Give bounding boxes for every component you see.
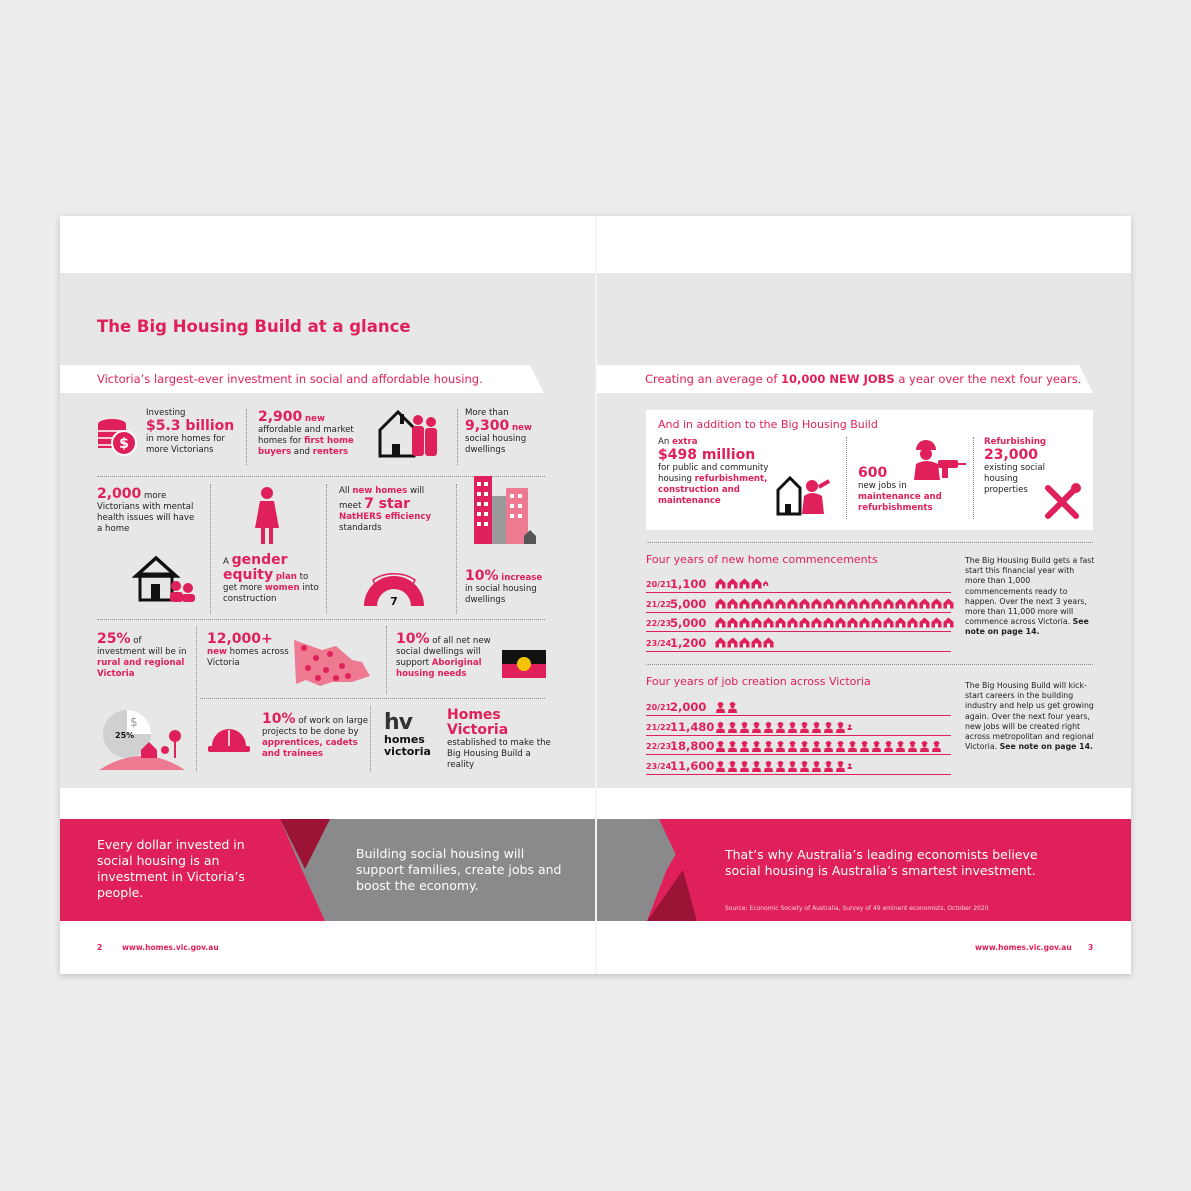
row-year: 23/24	[646, 638, 672, 648]
svg-text:★: ★	[389, 578, 396, 586]
worker-icon	[787, 721, 798, 733]
house-icon	[715, 617, 726, 628]
house-icon	[907, 598, 918, 609]
worker-icon	[823, 760, 834, 772]
house-pictogram-row	[715, 578, 769, 589]
worker-icon	[811, 721, 822, 733]
house-icon	[919, 617, 930, 628]
row-year: 21/22	[646, 722, 672, 732]
worker-icon	[799, 721, 810, 733]
house-icon	[787, 598, 798, 609]
house-icon	[787, 617, 798, 628]
house-icon	[907, 617, 918, 628]
quote-support-families: Building social housing will support families, create jobs and boost the economy.	[356, 846, 562, 893]
jobs-title: Four years of job creation across Victoria	[646, 675, 871, 688]
tools-icon	[1042, 482, 1082, 522]
worker-icon	[811, 760, 822, 772]
source-text: Source: Economic Society of Australia, Survey of 49 eminent economists, October 2020	[725, 905, 989, 912]
row-underline	[646, 774, 951, 775]
house-icon	[775, 598, 786, 609]
worker-icon	[775, 721, 786, 733]
jobs-note: The Big Housing Build will kick-start careers in the building industry and help us get growing again. Over the next four years, new jobs will be created right across metropolitan and regional Victoria. See note on page 14.	[965, 681, 1094, 752]
house-icon	[775, 617, 786, 628]
stat-12000-homes: 12,000+ new homes across Victoria	[207, 631, 289, 668]
worker-icon	[739, 740, 750, 752]
footer-url-right[interactable]: www.homes.vic.gov.au	[975, 943, 1072, 952]
house-icon	[871, 617, 882, 628]
woman-icon	[253, 486, 281, 546]
row-year: 20/21	[646, 580, 672, 589]
left-banner	[60, 365, 544, 393]
worker-icon	[787, 760, 798, 772]
house-icon	[715, 637, 726, 648]
row-value: 5,000	[670, 616, 707, 630]
stat-mental-health: 2,000 more Victorians with mental health issues will have a home	[97, 486, 195, 534]
divider	[97, 619, 545, 620]
buildings-icon	[472, 474, 540, 546]
house-icon	[751, 578, 762, 589]
worker-icon	[835, 721, 846, 733]
quote-smartest-investment: That’s why Australia’s leading economists believe social housing is Australia’s smartest investment.	[725, 847, 1038, 878]
worker-icon	[835, 740, 846, 752]
worker-icon	[799, 760, 810, 772]
house-icon	[883, 598, 894, 609]
house-icon	[727, 617, 738, 628]
stat-gender-equity: A gender equity plan to get more women into construction	[223, 552, 319, 604]
house-icon	[895, 617, 906, 628]
row-value: 11,600	[670, 758, 715, 773]
addition-title: And in addition to the Big Housing Build	[658, 418, 878, 431]
worker-pictogram-row	[715, 721, 853, 733]
worker-icon	[763, 760, 774, 772]
page-title: The Big Housing Build at a glance	[97, 317, 411, 336]
worker-icon	[847, 740, 858, 752]
stat-600-jobs: 600 new jobs in maintenance and refurbishments	[858, 465, 942, 513]
pie-label: 25%	[115, 731, 135, 740]
worker-icon	[847, 721, 853, 733]
worker-icon	[823, 721, 834, 733]
stat-aboriginal-housing: 10% of all net new social dwellings will support Aboriginal housing needs	[396, 631, 491, 679]
rural-pie-icon	[97, 706, 189, 772]
divider	[326, 484, 327, 614]
worker-icon	[715, 760, 726, 772]
row-year: 22/23	[646, 619, 672, 628]
worker-icon	[739, 721, 750, 733]
divider	[210, 484, 211, 614]
row-year: 21/22	[646, 599, 672, 609]
row-underline	[646, 592, 951, 593]
house-icon	[715, 598, 726, 609]
stat-social-dwellings: More than 9,300 new social housing dwellings	[465, 408, 532, 455]
divider	[246, 409, 247, 465]
worker-icon	[883, 740, 894, 752]
page-number-right: 3	[1088, 943, 1094, 952]
divider	[370, 706, 371, 771]
svg-text:★: ★	[381, 581, 388, 589]
worker-icon	[895, 740, 906, 752]
right-banner	[597, 365, 1093, 393]
addition-box	[646, 410, 1093, 530]
victoria-map-icon	[292, 636, 376, 690]
worker-icon	[811, 740, 822, 752]
house-pictogram-row	[715, 637, 774, 648]
house-icon	[883, 617, 894, 628]
svg-text:$: $	[130, 715, 138, 729]
house-icon	[871, 598, 882, 609]
stat-498-million: An extra $498 million for public and community housing refurbishment, construction and maintenance	[658, 437, 769, 506]
house-icon	[739, 598, 750, 609]
worker-icon	[715, 721, 726, 733]
row-value: 1,200	[670, 635, 707, 650]
worker-drill-icon	[910, 436, 968, 480]
house-icon	[835, 598, 846, 609]
worker-icon	[727, 721, 738, 733]
house-icon	[943, 598, 954, 609]
aboriginal-flag-icon	[502, 650, 546, 678]
worker-icon	[787, 740, 798, 752]
divider	[457, 409, 458, 465]
stat-23000-refurb: Refurbishing 23,000 existing social housing properties	[984, 437, 1047, 495]
house-family-icon	[132, 556, 198, 604]
house-icon	[811, 617, 822, 628]
brochure-spread	[60, 216, 1131, 974]
house-icon	[763, 578, 769, 589]
house-icon	[859, 598, 870, 609]
row-underline	[646, 612, 951, 613]
stat-7-star: All new homes will meet 7 star NatHERS efficiency standards	[339, 486, 432, 533]
house-icon	[727, 598, 738, 609]
house-icon	[823, 598, 834, 609]
row-underline	[646, 735, 951, 736]
house-icon	[739, 637, 750, 648]
house-icon	[751, 617, 762, 628]
svg-text:$: $	[119, 436, 129, 452]
worker-icon	[727, 701, 738, 713]
right-banner-text: Creating an average of 10,000 NEW JOBS a year over the next four years.	[645, 372, 1082, 386]
svg-text:★: ★	[405, 581, 412, 589]
house-icon	[727, 637, 738, 648]
worker-icon	[931, 740, 942, 752]
worker-icon	[727, 760, 738, 772]
row-year: 22/23	[646, 742, 672, 751]
commencements-title: Four years of new home commencements	[646, 553, 878, 566]
coins-icon	[96, 416, 138, 460]
house-pictogram-row	[715, 598, 954, 609]
row-value: 11,480	[670, 719, 715, 734]
row-year: 20/21	[646, 703, 672, 712]
worker-icon	[715, 740, 726, 752]
row-value: 1,100	[670, 577, 707, 591]
star-rating-badge: 7	[390, 595, 398, 608]
divider	[646, 542, 1093, 543]
row-value: 5,000	[670, 596, 707, 611]
divider	[646, 664, 1093, 665]
footer-url-left[interactable]: www.homes.vic.gov.au	[122, 943, 219, 952]
house-icon	[943, 617, 954, 628]
house-icon	[763, 617, 774, 628]
worker-icon	[835, 760, 846, 772]
worker-icon	[775, 740, 786, 752]
divider	[200, 698, 545, 699]
row-year: 23/24	[646, 761, 672, 771]
house-icon	[847, 598, 858, 609]
stat-10-increase: 10% increase in social housing dwellings	[465, 568, 543, 605]
worker-icon	[823, 740, 834, 752]
house-icon	[739, 578, 750, 589]
worker-icon	[907, 740, 918, 752]
house-icon	[715, 578, 726, 589]
house-icon	[895, 598, 906, 609]
worker-icon	[775, 760, 786, 772]
house-icon	[763, 637, 774, 648]
house-icon	[835, 617, 846, 628]
row-underline	[646, 651, 951, 652]
worker-icon	[919, 740, 930, 752]
worker-icon	[871, 740, 882, 752]
stat-investing: Investing $5.3 billion in more homes for more Victorians	[146, 408, 235, 455]
worker-icon	[751, 740, 762, 752]
stat-homes-victoria: Homes Victoria established to make the Big Housing Build a reality	[447, 707, 551, 770]
house-icon	[739, 617, 750, 628]
row-value: 2,000	[670, 700, 707, 714]
house-icon	[727, 578, 738, 589]
house-icon	[751, 598, 762, 609]
house-icon	[799, 617, 810, 628]
house-icon	[811, 598, 822, 609]
worker-house-icon	[776, 474, 832, 518]
worker-icon	[751, 760, 762, 772]
hard-hat-icon	[206, 720, 252, 754]
worker-pictogram-row	[715, 701, 738, 713]
divider	[386, 626, 387, 694]
divider	[846, 437, 847, 519]
stat-affordable-homes: 2,900 new affordable and market homes for first home buyers and renters	[258, 409, 354, 457]
left-banner-text: Victoria’s largest-ever investment in social and affordable housing.	[97, 372, 483, 386]
homes-victoria-logo: hv homes victoria	[384, 710, 431, 758]
house-icon	[799, 598, 810, 609]
house-icon	[859, 617, 870, 628]
house-icon	[919, 598, 930, 609]
house-icon	[763, 598, 774, 609]
house-pictogram-row	[715, 617, 954, 628]
worker-icon	[859, 740, 870, 752]
right-quote-band	[597, 819, 1131, 921]
worker-icon	[715, 701, 726, 713]
stat-rural-investment: 25% of investment will be in rural and regional Victoria	[97, 631, 187, 679]
worker-icon	[763, 721, 774, 733]
worker-icon	[739, 760, 750, 772]
worker-icon	[763, 740, 774, 752]
house-icon	[847, 617, 858, 628]
worker-icon	[727, 740, 738, 752]
divider	[456, 484, 457, 614]
page-number-left: 2	[97, 943, 103, 952]
family-house-icon	[378, 408, 440, 464]
stat-apprentices: 10% of work on large projects to be done by apprentices, cadets and trainees	[262, 711, 369, 759]
row-underline	[646, 754, 951, 755]
row-underline	[646, 631, 951, 632]
house-icon	[751, 637, 762, 648]
left-quote-band	[60, 819, 595, 921]
worker-pictogram-row	[715, 740, 942, 752]
row-underline	[646, 715, 951, 716]
worker-icon	[799, 740, 810, 752]
row-value: 18,800	[670, 739, 715, 753]
worker-pictogram-row	[715, 760, 853, 772]
divider	[973, 437, 974, 519]
quote-investment: Every dollar invested in social housing is an investment in Victoria’s people.	[97, 837, 245, 900]
house-icon	[931, 598, 942, 609]
worker-icon	[751, 721, 762, 733]
worker-icon	[847, 760, 853, 772]
svg-text:★: ★	[397, 578, 404, 586]
house-icon	[931, 617, 942, 628]
commencements-note: The Big Housing Build gets a fast start this financial year with more than 1,000 commencements ready to happen. Over the next 3 years, more than 11,000 more will commence across Victoria. See note on page 14.	[965, 556, 1095, 637]
star-rating-icon	[361, 560, 427, 608]
house-icon	[823, 617, 834, 628]
divider	[196, 626, 197, 771]
